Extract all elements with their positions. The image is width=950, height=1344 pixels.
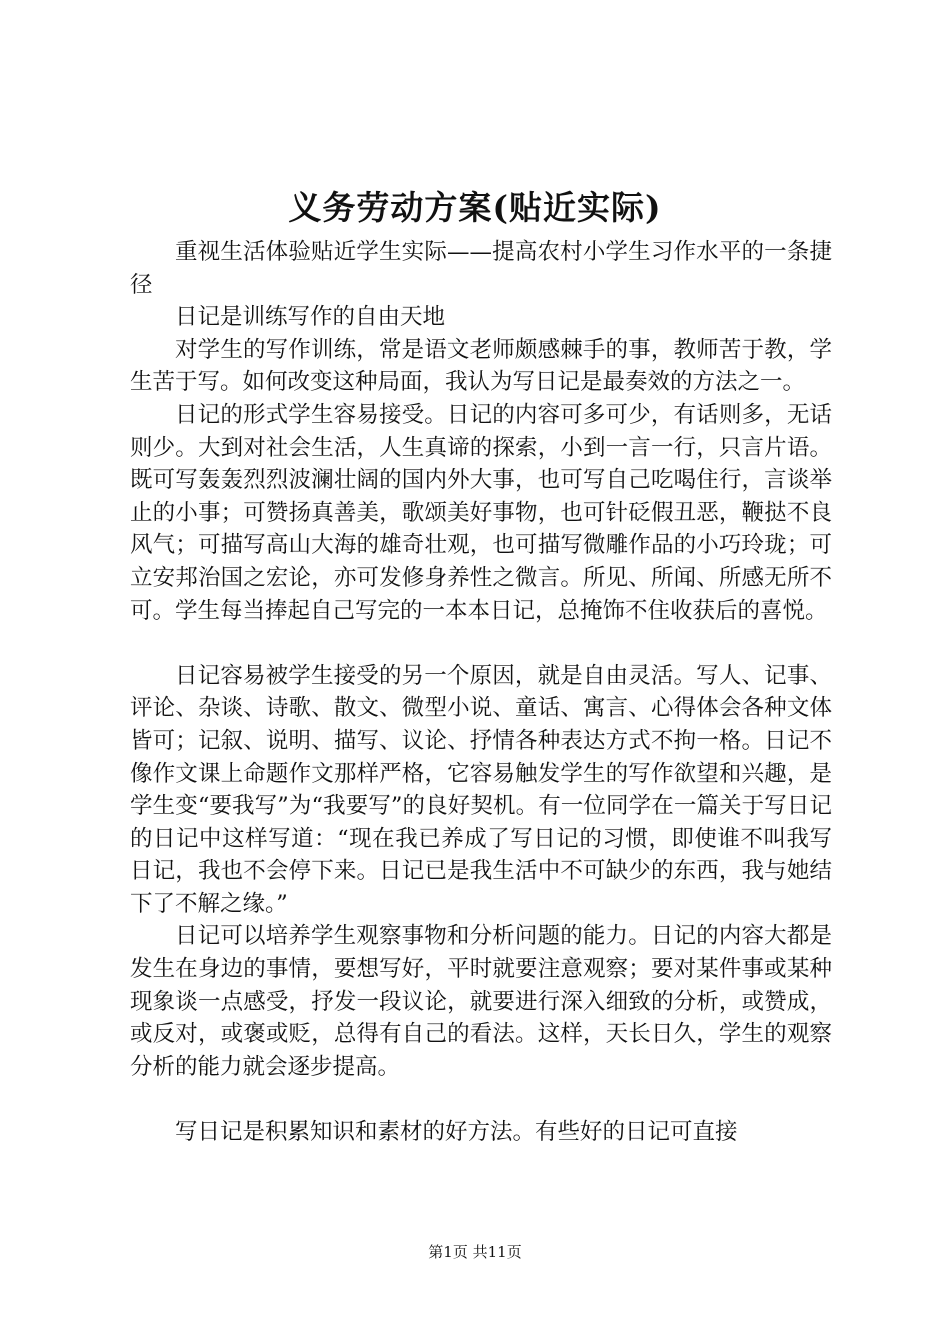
- page-number-footer: 第1页 共11页: [428, 1243, 522, 1261]
- paragraph-spacer: [130, 1083, 832, 1116]
- paragraph: 日记是训练写作的自由天地: [175, 304, 446, 331]
- paragraph-spacer: [130, 627, 832, 660]
- paragraph: 日记容易被学生接受的另一个原因，就是自由灵活。写人、记事、评论、杂谈、诗歌、散文、微型小说、童话、寓言、心得体会各种文体皆可；记叙、说明、描写、议论、抒情各种表达方式不拘一格。日记不像作文课上命题作文那样严格，它容易触发学生的写作欲望和兴趣，是学生变“要我写”为“我要写”的良好契机。有一位同学在一篇关于写日记的日记中这样写道：“现在我已养成了写日记的习惯，即使谁不叫我写日记，我也不会停下来。日记已是我生活中不可缺少的东西，我与她结下了不解之缘。”: [130, 662, 832, 917]
- document-body: [130, 236, 832, 1149]
- paragraph: 重视生活体验贴近学生实际——提高农村小学生习作水平的一条捷径: [130, 239, 832, 298]
- paragraph: 对学生的写作训练，常是语文老师颇感棘手的事，教师苦于教，学生苦于写。如何改变这种局面，我认为写日记是最奏效的方法之一。: [130, 336, 832, 396]
- paragraph: 写日记是积累知识和素材的好方法。有些好的日记可直接: [175, 1119, 738, 1146]
- paragraph: 日记可以培养学生观察事物和分析问题的能力。日记的内容大都是发生在身边的事情，要想写好，平时就要注意观察；要对某件事或某种现象谈一点感受，抒发一段议论，就要进行深入细致的分析，或赞成，或反对，或褒或贬，总得有自己的看法。这样，天长日久，学生的观察分析的能力就会逐步提高。: [130, 923, 832, 1080]
- paragraph: 日记的形式学生容易接受。日记的内容可多可少，有话则多，无话则少。大到对社会生活，人生真谛的探索，小到一言一行，只言片语。既可写轰轰烈烈波澜壮阔的国内外大事，也可写自己吃喝住行，言谈举止的小事；可赞扬真善美，歌颂美好事物，也可针砭假丑恶，鞭挞不良风气；可描写高山大海的雄奇壮观，也可描写微雕作品的小巧玲珑；可立安邦治国之宏论，亦可发修身养性之微言。所见、所闻、所感无所不可。学生每当捧起自己写完的一本本日记，总掩饰不住收获后的喜悦。: [130, 401, 832, 624]
- document-title: 义务劳动方案(贴近实际): [288, 188, 662, 227]
